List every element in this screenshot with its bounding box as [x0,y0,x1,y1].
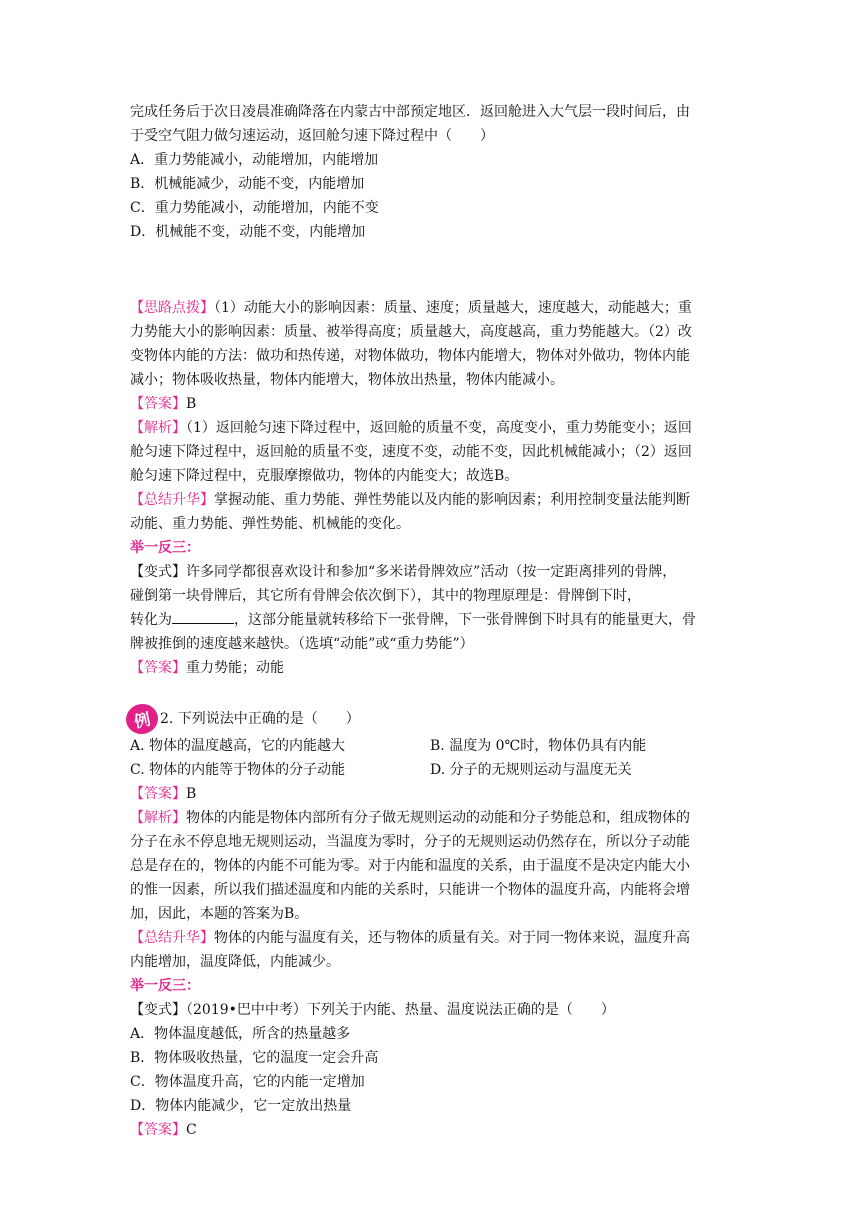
q1-variant-line-4: 牌被推倒的速度越来越快。（选填“动能”或“重力势能”） [130,636,474,652]
q1-analysis-line-3: 舱匀速下降过程中，克服摩擦做功，物体的内能变大；故选B。 [130,468,519,484]
q2-answer: 【答案】B [130,786,197,802]
q1-option-d: D．机械能不变，动能不变，内能增加 [130,224,366,240]
q2-variant-stem: 【变式】（2019•巴中中考）下列关于内能、热量、温度说法正确的是（ ） [130,1002,615,1018]
q2-analysis-line-3: 总是存在的，物体的内能不可能为零。对于内能和温度的关系，由于温度不是决定内能大小 [130,858,690,874]
q2-options-row-2 [130,758,735,782]
q2-summary-line-2: 内能增加，温度降低，内能减少。 [130,954,340,970]
q2-variant-tag: 【变式】 [130,1002,186,1018]
q1-variant-line-2: 碰倒第一块骨牌后，其它所有骨牌会依次倒下），其中的物理原理是：骨牌倒下时， [130,588,641,604]
q1-summary-tag: 【总结升华】 [130,492,214,508]
q2-header [126,704,735,734]
document-content [130,100,735,1142]
q1-stem-line-2: 于受空气阻力做匀速运动，返回舱匀速下降过程中（ ） [130,128,494,144]
q2-analysis-tag: 【解析】 [130,810,186,826]
q2-option-a: A. 物体的温度越高，它的内能越大 [130,738,346,754]
q2-summary-line-1: 【总结升华】物体的内能与温度有关，还与物体的质量有关。对于同一物体来说，温度升高 [130,930,690,946]
q2-analysis-line-2: 分子在永不停息地无规则运动，当温度为零时，分子的无规则运动仍然存在，所以分子动能 [130,834,690,850]
q2-variant-option-c: C．物体温度升高，它的内能一定增加 [130,1074,365,1090]
q1-variant-line-3: 转化为 ，这部分能量就转移给下一张骨牌，下一张骨牌倒下时具有的能量更大，骨 [130,608,735,632]
q1-answer: 【答案】B [130,396,197,412]
q2-stem: 2. 下列说法中正确的是（ ） [160,711,360,727]
q1-summary-line-2: 动能、重力势能、弹性势能、机械能的变化。 [130,516,410,532]
q2-answer-tag: 【答案】 [130,786,186,802]
example-badge-icon: 例 [123,701,161,737]
q1-option-b: B．机械能减少，动能不变，内能增加 [130,176,365,192]
q2-variant-option-b: B．物体吸收热量，它的温度一定会升高 [130,1050,379,1066]
q2-options-row-1 [130,734,735,758]
q2-variant-answer-tag: 【答案】 [130,1122,186,1138]
q1-hint-line-1: 【思路点拨】（1）动能大小的影响因素：质量、速度；质量越大，速度越大，动能越大；重 [130,300,692,316]
q2-analysis-line-4: 的惟一因素，所以我们描述温度和内能的关系时，只能讲一个物体的温度升高，内能将会增 [130,882,690,898]
q1-stem-line-1: 完成任务后于次日凌晨准确降落在内蒙古中部预定地区．返回舱进入大气层一段时间后，由 [130,104,690,120]
q2-analysis-line-5: 加，因此，本题的答案为B。 [130,906,309,922]
q1-analysis-line-1: 【解析】（1）返回舱匀速下降过程中，返回舱的质量不变，高度变小，重力势能变小；返回 [130,420,692,436]
q2-variant-option-d: D．物体内能减少，它一定放出热量 [130,1098,352,1114]
q1-practice-title: 举一反三： [130,540,200,556]
q2-analysis-line-1: 【解析】物体的内能是物体内部所有分子做无规则运动的动能和分子势能总和，组成物体的 [130,810,690,826]
q1-summary-line-1: 【总结升华】掌握动能、重力势能、弹性势能以及内能的影响因素；利用控制变量法能判断 [130,492,690,508]
q1-variant-tag: 【变式】 [130,564,186,580]
q1-option-c: C．重力势能减小，动能增加，内能不变 [130,200,379,216]
q2-variant-option-a: A．物体温度越低，所含的热量越多 [130,1026,351,1042]
q1-analysis-line-2: 舱匀速下降过程中，返回舱的质量不变，速度不变，动能不变，因此机械能减小；（2）返回 [130,444,692,460]
q1-variant-answer: 【答案】重力势能；动能 [130,660,284,676]
q2-practice-title: 举一反三： [130,978,200,994]
q2-variant-answer: 【答案】C [130,1122,197,1138]
q2-summary-tag: 【总结升华】 [130,930,214,946]
q1-hint-line-3: 变物体内能的方法：做功和热传递，对物体做功，物体内能增大，物体对外做功，物体内能 [130,348,690,364]
q1-hint-line-2: 力势能大小的影响因素：质量、被举得高度；质量越大，高度越高，重力势能越大。（2）改 [130,324,692,340]
q1-hint-line-4: 减小；物体吸收热量，物体内能增大，物体放出热量，物体内能减小。 [130,372,564,388]
q1-option-a: A．重力势能减小，动能增加，内能增加 [130,152,379,168]
q2-option-b: B. 温度为 0℃时，物体仍具有内能 [430,738,647,754]
q1-analysis-tag: 【解析】 [130,420,186,436]
q2-option-c: C. 物体的内能等于物体的分子动能 [130,762,346,778]
q2-option-d: D. 分子的无规则运动与温度无关 [430,762,632,778]
q1-variant-line-1: 【变式】许多同学都很喜欢设计和参加“多米诺骨牌效应”活动（按一定距离排列的骨牌， [130,564,677,580]
q1-answer-tag: 【答案】 [130,396,186,412]
q1-hint-tag: 【思路点拨】 [130,300,214,316]
q1-variant-answer-tag: 【答案】 [130,660,186,676]
fill-blank [172,609,234,624]
